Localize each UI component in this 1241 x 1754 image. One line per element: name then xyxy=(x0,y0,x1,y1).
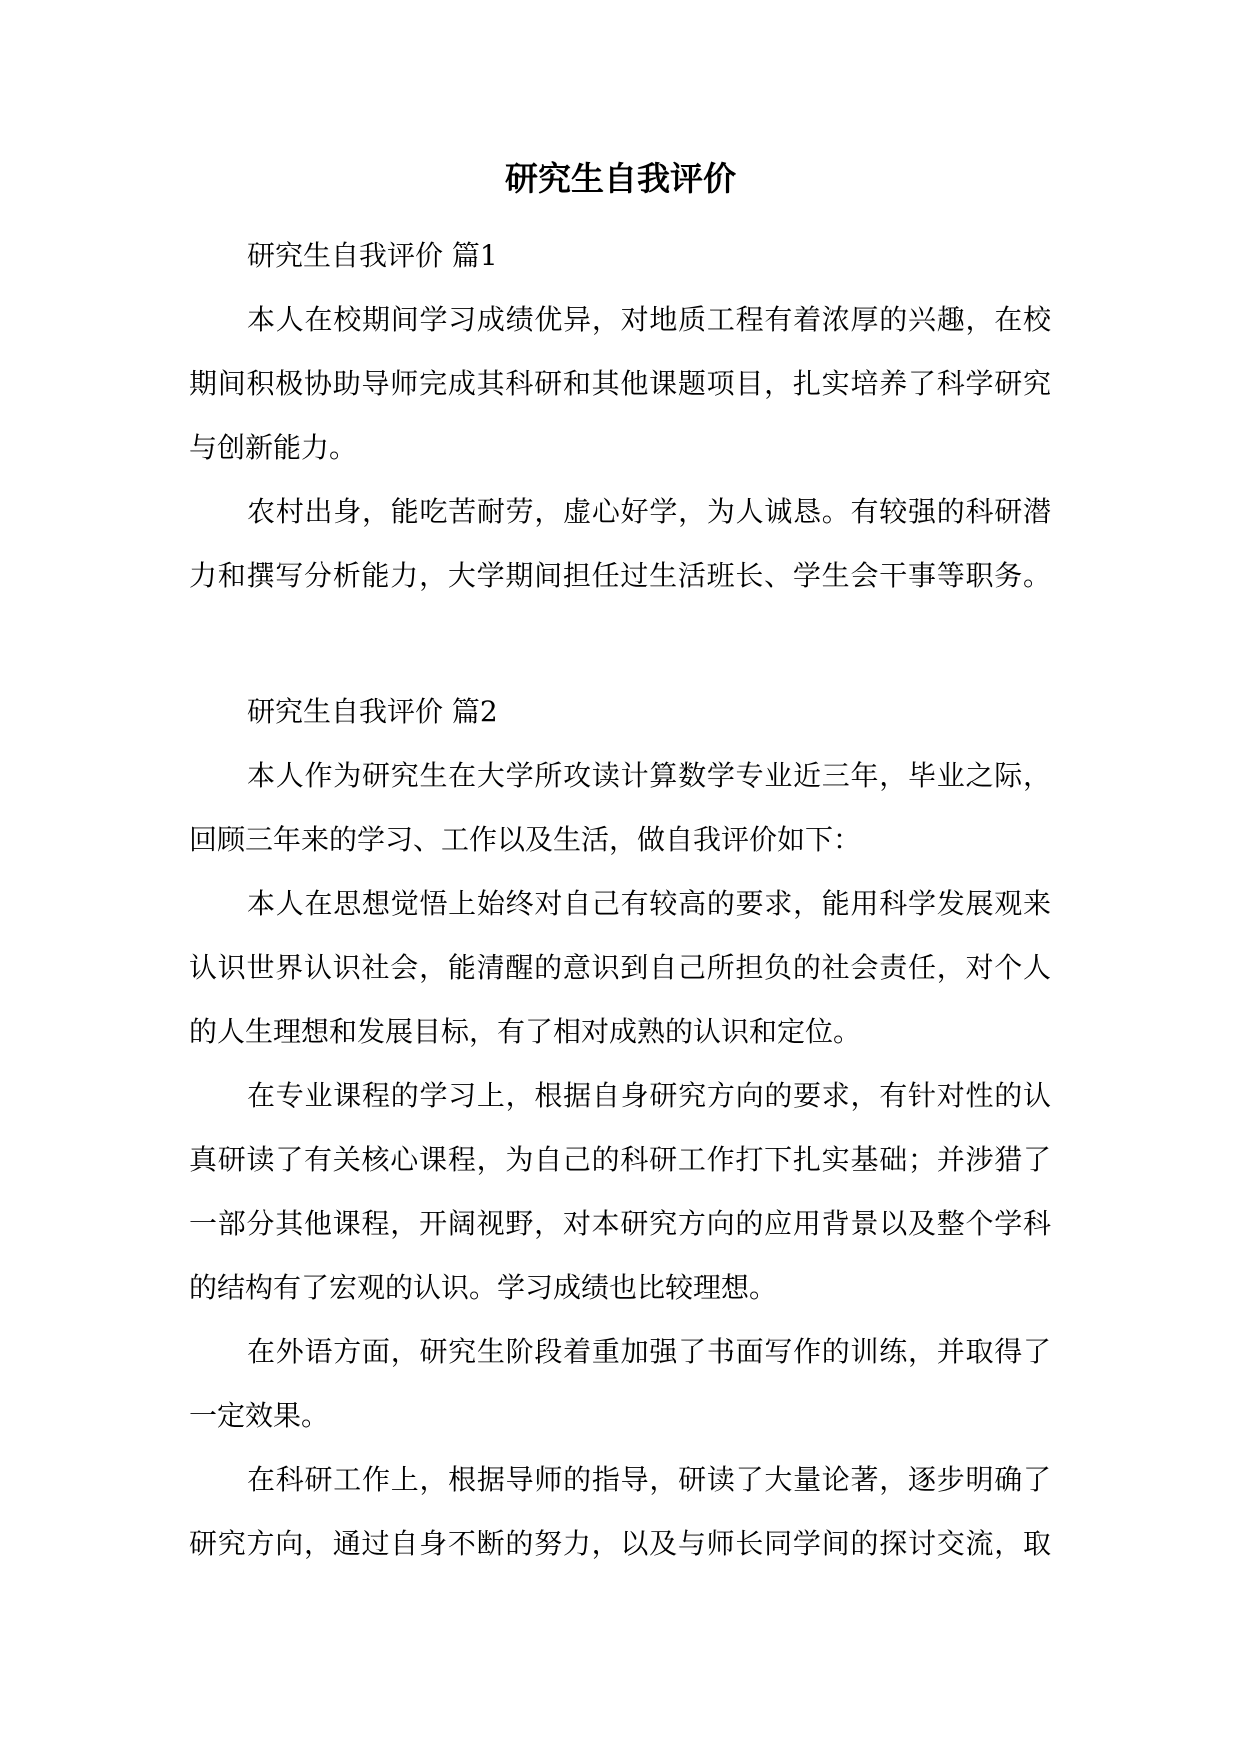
text-line: 研究方向，通过自身不断的努力，以及与师长同学间的探讨交流，取 xyxy=(189,1527,1051,1560)
text-line: 在外语方面，研究生阶段着重加强了书面写作的训练，并取得了 xyxy=(247,1335,1051,1368)
document-title: 研究生自我评价 xyxy=(505,159,736,198)
text-line: 一部分其他课程，开阔视野，对本研究方向的应用背景以及整个学科 xyxy=(189,1207,1051,1240)
section-heading: 研究生自我评价 篇1 xyxy=(247,239,498,272)
text-line: 一定效果。 xyxy=(189,1399,330,1432)
text-line: 期间积极协助导师完成其科研和其他课题项目，扎实培养了科学研究 xyxy=(189,367,1051,400)
text-line: 在科研工作上，根据导师的指导，研读了大量论著，逐步明确了 xyxy=(247,1463,1051,1496)
text-line: 回顾三年来的学习、工作以及生活，做自我评价如下： xyxy=(189,823,862,856)
text-line: 农村出身，能吃苦耐劳，虚心好学，为人诚恳。有较强的科研潜 xyxy=(247,495,1051,528)
document-body xyxy=(189,224,1051,1576)
text-line: 与创新能力。 xyxy=(189,431,358,464)
text-line: 本人作为研究生在大学所攻读计算数学专业近三年，毕业之际， xyxy=(247,759,1051,792)
text-line: 力和撰写分析能力，大学期间担任过生活班长、学生会干事等职务。 xyxy=(189,559,1051,592)
text-line: 的结构有了宏观的认识。学习成绩也比较理想。 xyxy=(189,1271,778,1304)
section-heading: 研究生自我评价 篇2 xyxy=(247,695,498,728)
text-line: 本人在校期间学习成绩优异，对地质工程有着浓厚的兴趣，在校 xyxy=(247,303,1051,336)
text-line: 的人生理想和发展目标，有了相对成熟的认识和定位。 xyxy=(189,1015,862,1048)
text-line: 真研读了有关核心课程，为自己的科研工作打下扎实基础；并涉猎了 xyxy=(189,1143,1051,1176)
text-line: 在专业课程的学习上，根据自身研究方向的要求，有针对性的认 xyxy=(247,1079,1051,1112)
text-line: 本人在思想觉悟上始终对自己有较高的要求，能用科学发展观来 xyxy=(247,887,1051,920)
text-line: 认识世界认识社会，能清醒的意识到自己所担负的社会责任，对个人 xyxy=(189,951,1051,984)
section-gap xyxy=(189,608,1051,680)
